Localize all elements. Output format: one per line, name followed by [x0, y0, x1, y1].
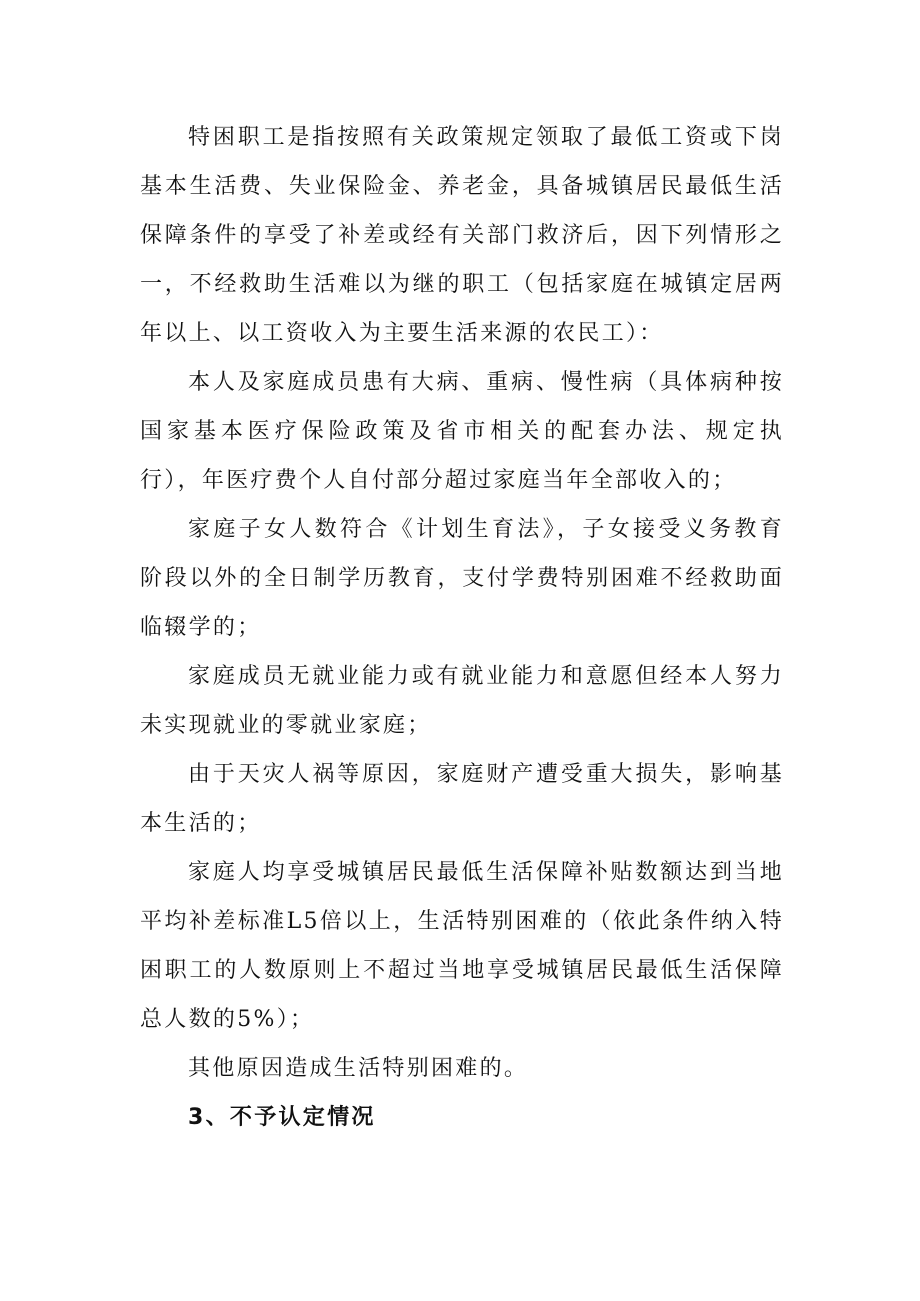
paragraph-other: 其他原因造成生活特别困难的。: [188, 1056, 529, 1081]
paragraph-subsidy: 家庭人均享受城镇居民最低生活保障补贴数额达到当地平均补差标准L5倍以上，生活特别困难的（依此条件纳入特困职工的人数原则上不超过当地享受城镇居民最低生活保障总人数的5%）；: [140, 860, 784, 1032]
paragraph-disaster: 由于天灾人祸等原因，家庭财产遭受重大损失，影响基本生活的；: [140, 762, 784, 836]
paragraph-definition: 特困职工是指按照有关政策规定领取了最低工资或下岗基本生活费、失业保险金、养老金，具备城镇居民最低生活保障条件的享受了补差或经有关部门救济后，因下列情形之一，不经救助生活难以为继的职工（包括家庭在城镇定居两年以上、以工资收入为主要生活来源的农民工）：: [140, 125, 784, 346]
paragraph-unemployment: 家庭成员无就业能力或有就业能力和意愿但经本人努力未实现就业的零就业家庭；: [140, 664, 784, 738]
paragraph-illness: 本人及家庭成员患有大病、重病、慢性病（具体病种按国家基本医疗保险政策及省市相关的配套办法、规定执行），年医疗费个人自付部分超过家庭当年全部收入的；: [140, 370, 784, 493]
section-heading: 3、不予认定情况: [188, 1105, 376, 1130]
document-body: [140, 113, 784, 1142]
paragraph-education: 家庭子女人数符合《计划生育法》，子女接受义务教育阶段以外的全日制学历教育，支付学费特别困难不经救助面临辍学的；: [140, 517, 784, 640]
